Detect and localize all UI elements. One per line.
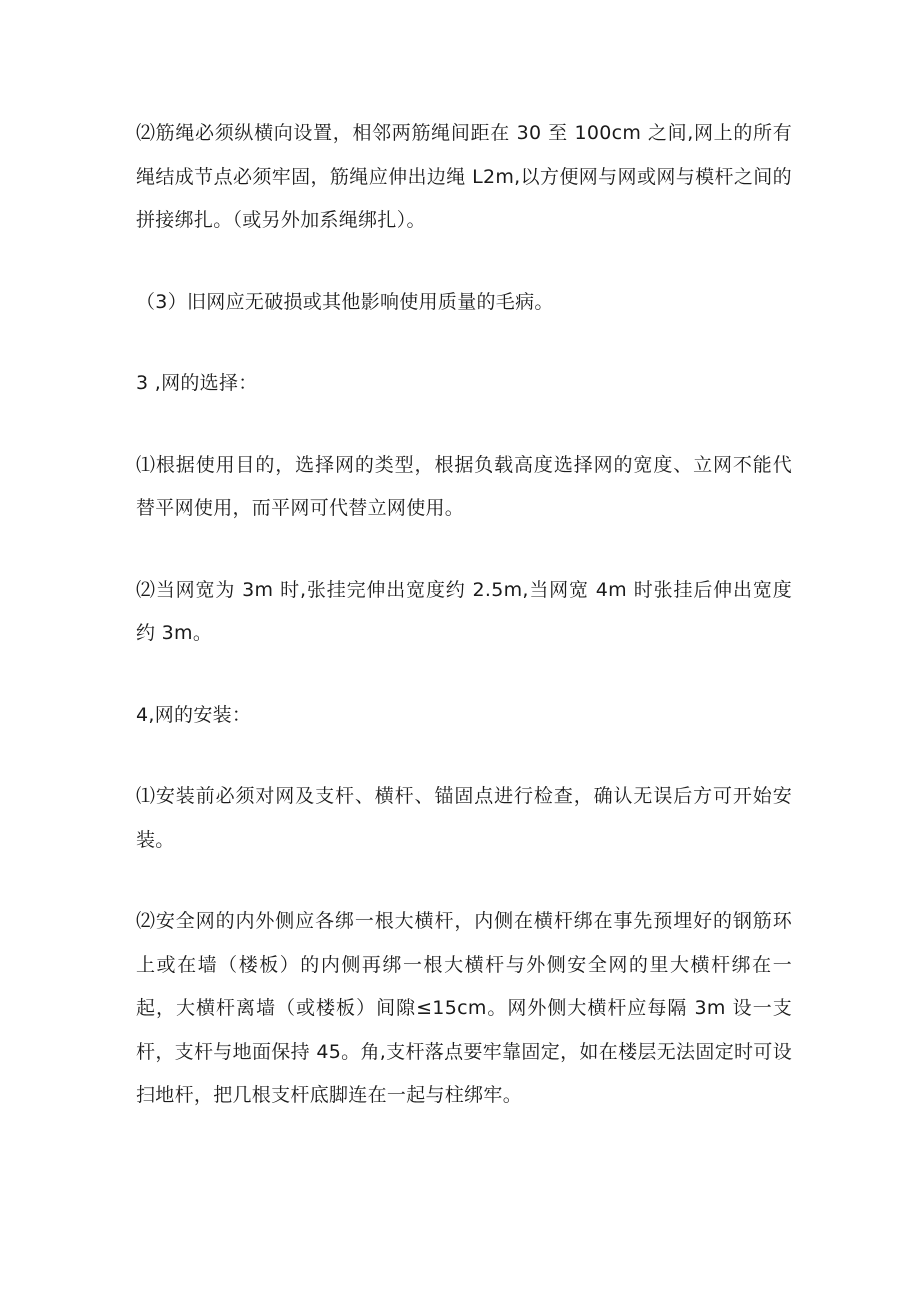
paragraph-crossbar-binding: ⑵安全网的内外侧应各绑一根大横杆，内侧在横杆绑在事先预埋好的钢筋环上或在墙（楼板）的内侧再绑一根大横杆与外侧安全网的里大横杆绑在一起，大横杆离墙（或楼板）间隙≤15cm。网外侧大横杆应每隔 3m 设一支杆，支杆与地面保持 45。角,支杆落点要牢靠固定，如在楼层无法固定时可设扫地杆，把几根支杆底脚连在一起与柱绑牢。 bbox=[136, 910, 792, 1106]
document-body bbox=[136, 112, 792, 1156]
paragraph-net-width: ⑵当网宽为 3m 时,张挂完伸出宽度约 2.5m,当网宽 4m 时张挂后伸出宽度约 3m。 bbox=[136, 578, 792, 644]
paragraph-net-type: ⑴根据使用目的，选择网的类型，根据负载高度选择网的宽度、立网不能代替平网使用，而平网可代替立网使用。 bbox=[136, 453, 792, 519]
heading-net-selection: 3 ,网的选择： bbox=[136, 372, 258, 394]
paragraph-rope-spacing: ⑵筋绳必须纵横向设置，相邻两筋绳间距在 30 至 100cm 之间,网上的所有绳结成节点必须牢固，筋绳应伸出边绳 L2m,以方便网与网或网与模杆之间的拼接绑扎。（或另外加系绳绑扎）。 bbox=[136, 122, 792, 231]
paragraph-pre-install-check: ⑴安装前必须对网及支杆、横杆、锚固点进行检查，确认无误后方可开始安装。 bbox=[136, 785, 792, 851]
heading-net-installation: 4,网的安装： bbox=[136, 703, 252, 726]
paragraph-old-net: （3）旧网应无破损或其他影响使用质量的毛病。 bbox=[136, 290, 554, 313]
